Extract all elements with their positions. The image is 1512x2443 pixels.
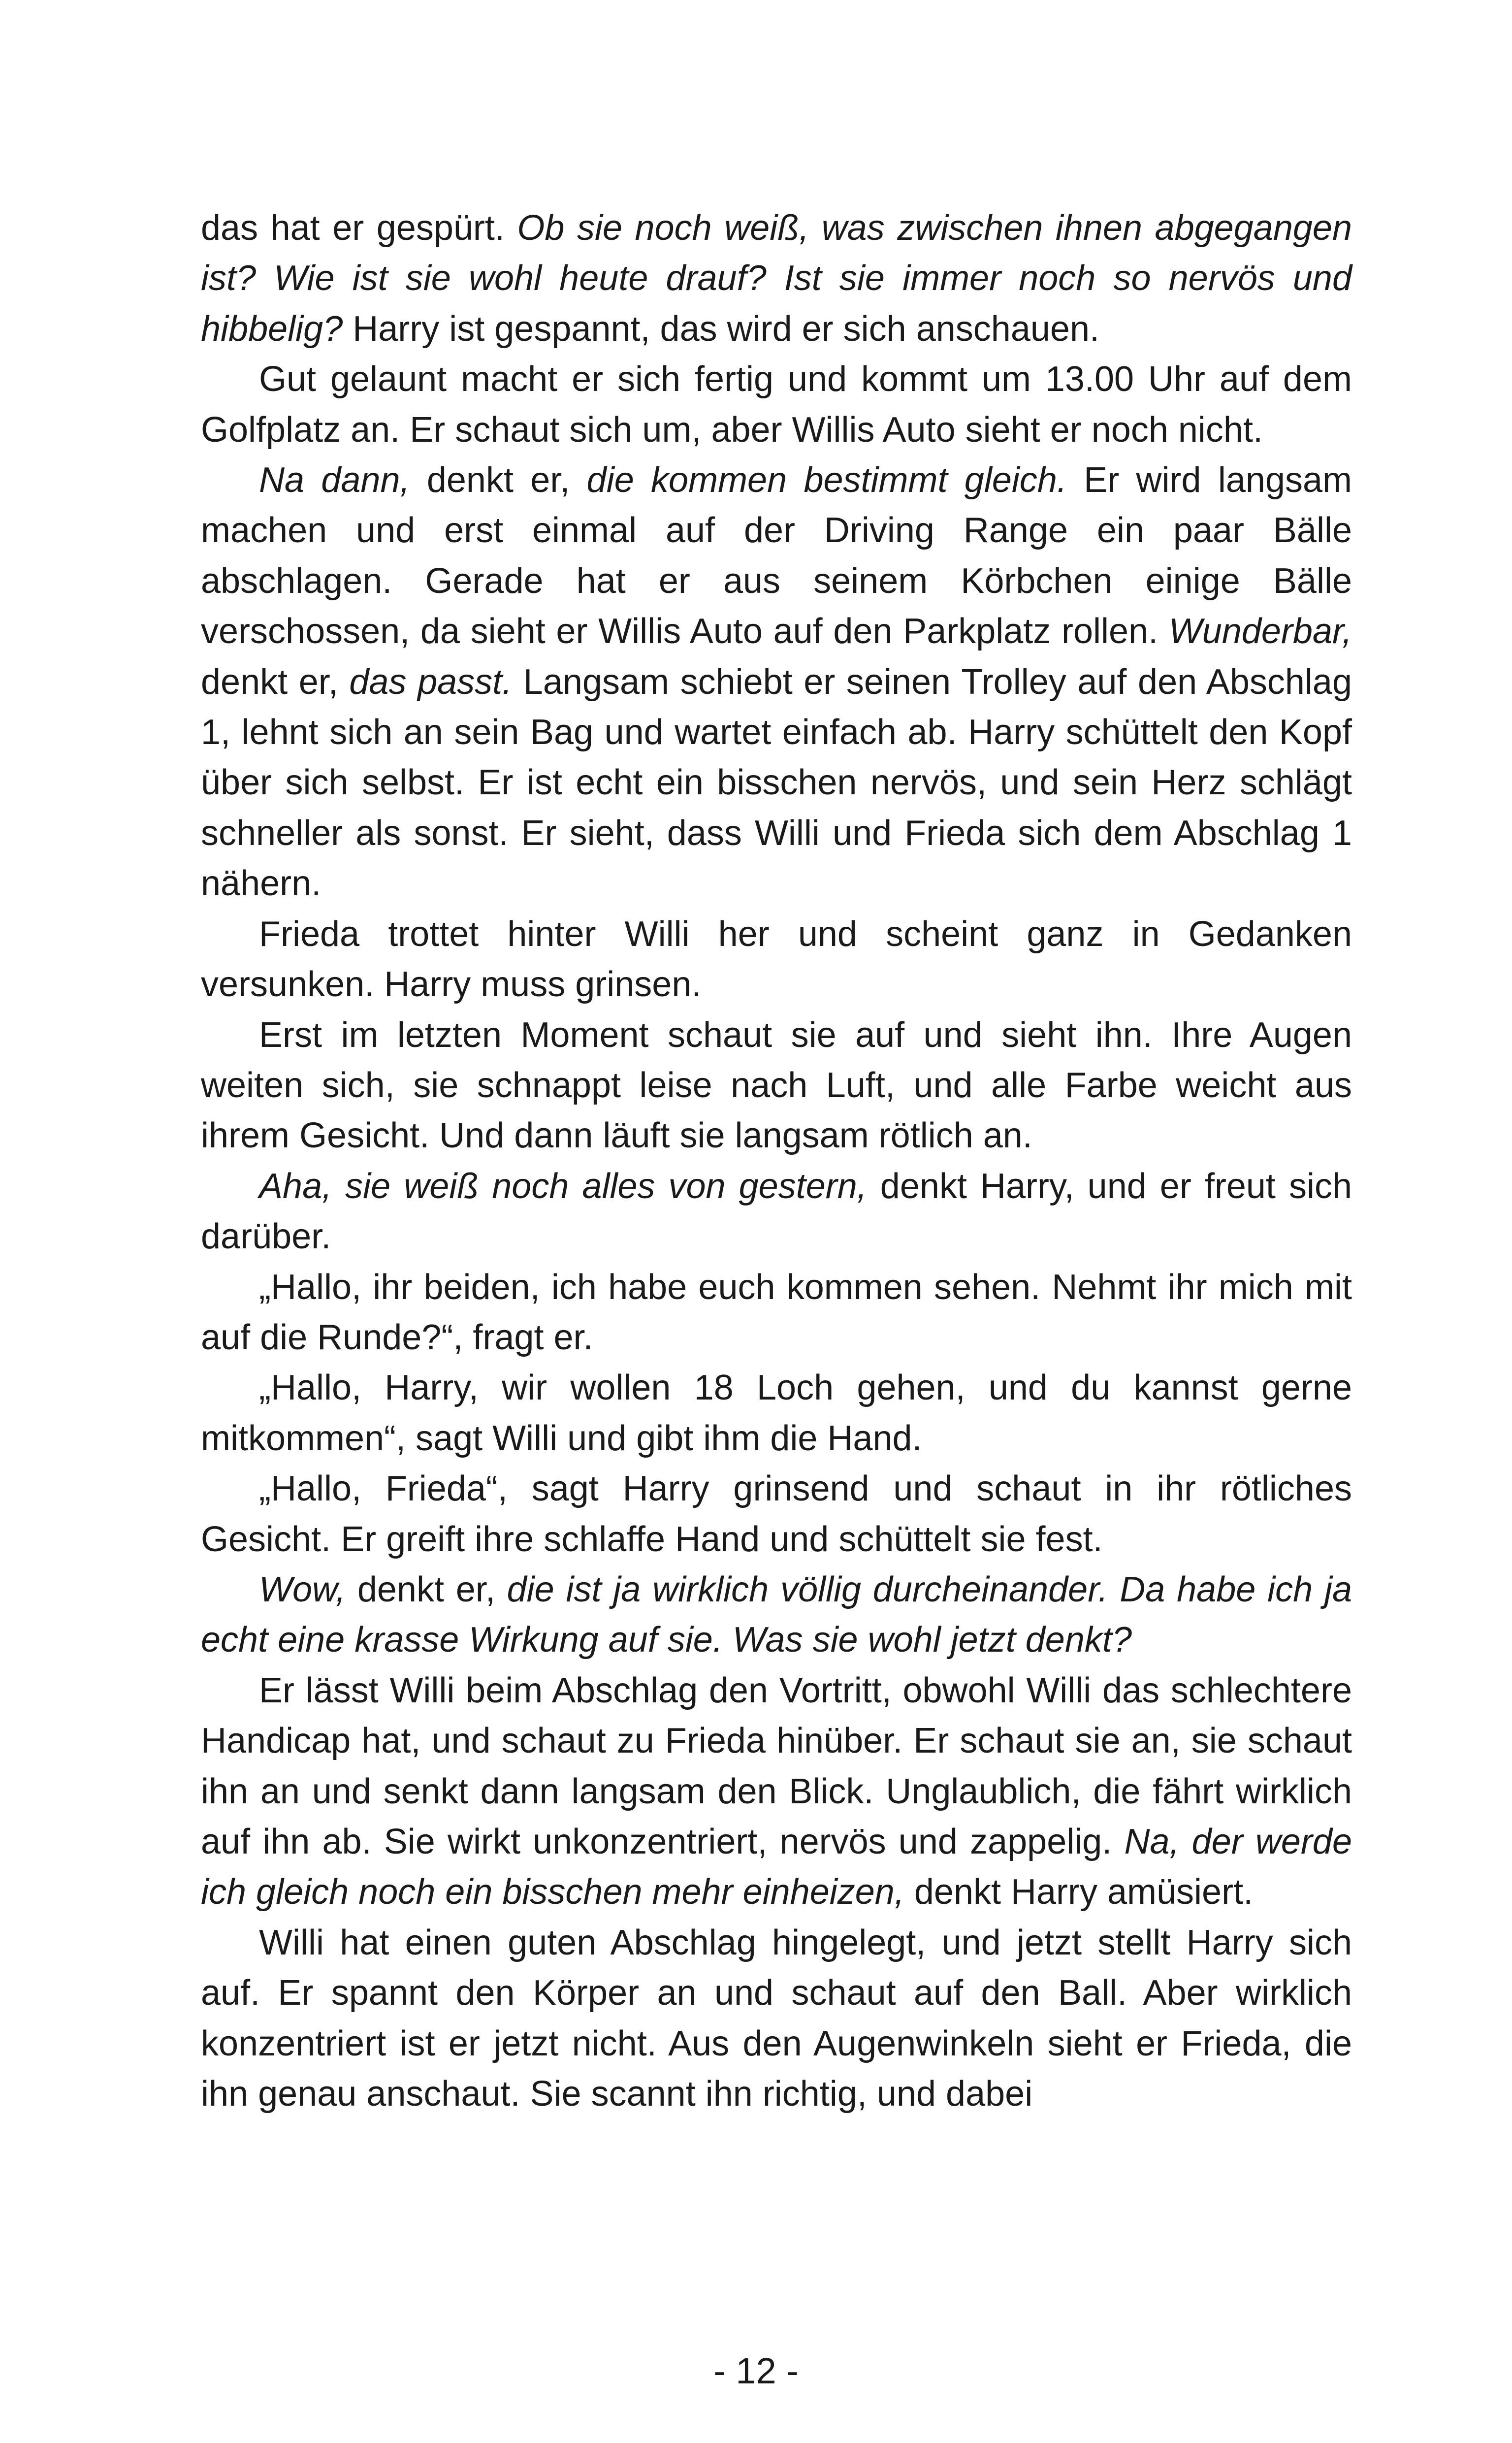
paragraph — [201, 1564, 1352, 1665]
text-run: denkt er, — [410, 460, 587, 500]
paragraph — [201, 1262, 1352, 1363]
paragraph — [201, 1010, 1352, 1161]
text-run: denkt Harry amüsiert. — [904, 1872, 1254, 1912]
page-number: - 12 - — [713, 2350, 799, 2391]
text-run: denkt er, — [346, 1569, 507, 1609]
paragraph — [201, 354, 1352, 455]
italic-text: die ist ja wirklich völlig durcheinander. Da habe ich ja echt eine krasse Wirkung auf sie. Was sie wohl jetzt denkt? — [201, 1569, 1352, 1660]
italic-text: Aha, sie weiß noch alles von gestern, — [259, 1166, 867, 1206]
italic-text: das passt. — [349, 662, 513, 702]
paragraph — [201, 1363, 1352, 1464]
italic-text: Wow, — [259, 1569, 346, 1609]
paragraph — [201, 1464, 1352, 1564]
text-run: Harry ist gespannt, das wird er sich anschauen. — [343, 309, 1099, 349]
text-run: „Hallo, ihr beiden, ich habe euch kommen sehen. Nehmt ihr mich mit auf die Runde?“, fragt er. — [201, 1267, 1352, 1357]
body-text — [201, 203, 1352, 2119]
text-run: Langsam schiebt er seinen Trolley auf den Abschlag 1, lehnt sich an sein Bag und wartet einfach ab. Harry schüttelt den Kopf über sich selbst. Er ist echt ein bisschen nervös, und sein Herz schlägt schneller als sonst. Er sieht, dass Willi und Frieda sich dem Abschlag 1 nähern. — [201, 662, 1352, 904]
italic-text: Na dann, — [259, 460, 410, 500]
text-run: „Hallo, Harry, wir wollen 18 Loch gehen, und du kannst gerne mitkommen“, sagt Willi und gibt ihm die Hand. — [201, 1368, 1352, 1458]
italic-text: Na, der werde ich gleich noch ein bisschen mehr einheizen, — [201, 1822, 1352, 1912]
paragraph — [201, 1918, 1352, 2119]
text-run: Er lässt Willi beim Abschlag den Vortritt, obwohl Willi das schlechtere Handicap hat, und schaut zu Frieda hinüber. Er schaut sie an, sie schaut ihn an und senkt dann langsam den Blick. Unglaublich, die fährt wirklich auf ihn ab. Sie wirkt unkonzentriert, nervös und zappelig. — [201, 1670, 1352, 1861]
text-run: Er wird langsam machen und erst einmal auf der Driving Range ein paar Bälle abschlagen. Gerade hat er aus seinem Körbchen einige Bälle verschossen, da sieht er Willis Auto auf den Parkplatz rollen. — [201, 460, 1352, 651]
paragraph — [201, 203, 1352, 354]
paragraph — [201, 455, 1352, 909]
text-run: das hat er gespürt. — [201, 208, 517, 248]
paragraph — [201, 1161, 1352, 1262]
italic-text: die kommen bestimmt gleich. — [586, 460, 1067, 500]
text-run: denkt er, — [201, 662, 350, 702]
text-run: Willi hat einen guten Abschlag hingelegt, und jetzt stellt Harry sich auf. Er spannt den Körper an und schaut auf den Ball. Aber wirklich konzentriert ist er jetzt nicht. Aus den Augenwinkeln sieht er Frieda, die ihn genau anschaut. Sie scannt ihn richtig, und dabei — [201, 1922, 1352, 2114]
text-run: Erst im letzten Moment schaut sie auf und sieht ihn. Ihre Augen weiten sich, sie schnappt leise nach Luft, und alle Farbe weicht aus ihrem Gesicht. Und dann läuft sie langsam rötlich an. — [201, 1015, 1352, 1156]
text-run: denkt Harry, und er freut sich darüber. — [201, 1166, 1352, 1257]
italic-text: Wunderbar, — [1168, 612, 1352, 651]
paragraph — [201, 909, 1352, 1010]
italic-text: Ob sie noch weiß, was zwischen ihnen abgegangen ist? Wie ist sie wohl heute drauf? Ist sie immer noch so nervös und hibbelig? — [201, 208, 1352, 349]
text-run: Frieda trottet hinter Willi her und scheint ganz in Gedanken versunken. Harry muss grinsen. — [201, 914, 1352, 1005]
text-run: „Hallo, Frieda“, sagt Harry grinsend und schaut in ihr rötliches Gesicht. Er greift ihre schlaffe Hand und schüttelt sie fest. — [201, 1469, 1352, 1559]
text-run: Gut gelaunt macht er sich fertig und kommt um 13.00 Uhr auf dem Golfplatz an. Er schaut sich um, aber Willis Auto sieht er noch nicht. — [201, 359, 1352, 450]
paragraph — [201, 1665, 1352, 1918]
